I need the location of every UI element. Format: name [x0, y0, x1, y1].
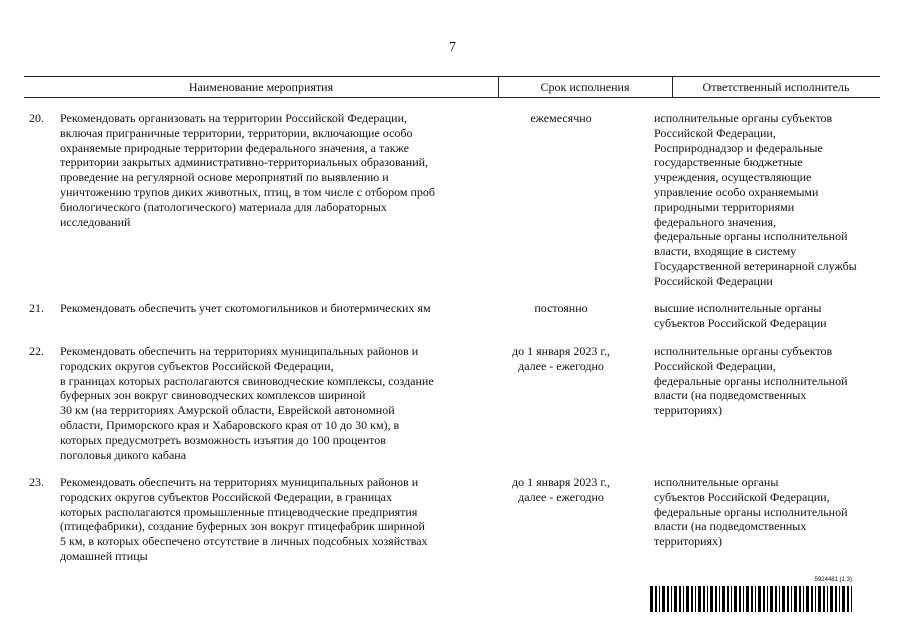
barcode-bar: [775, 586, 777, 612]
barcode-bar: [710, 586, 713, 612]
row-responsible: исполнительные органы субъектов Российской Федерации, федеральные органы исполнительной власти (на подведомственных территориях): [654, 475, 848, 549]
barcode-bar: [827, 586, 828, 612]
barcode-bar: [847, 586, 849, 612]
barcode-bar: [659, 586, 660, 612]
barcode-bar: [703, 586, 705, 612]
barcode-bar: [842, 586, 845, 612]
row-responsible: исполнительные органы субъектов Российской Федерации, федеральные органы исполнительной власти (на подведомственных территориях): [654, 344, 848, 418]
barcode-bar: [746, 586, 749, 612]
row-number: 22.: [29, 344, 44, 358]
barcode-bar: [731, 586, 732, 612]
barcode-bar: [686, 586, 689, 612]
header-measure: Наименование мероприятия: [188, 80, 334, 94]
barcode-bar: [727, 586, 729, 612]
table-header: [24, 76, 880, 98]
barcode-bar: [794, 586, 797, 612]
barcode-bar: [835, 586, 837, 612]
barcode-bar: [787, 586, 789, 612]
page-number: 7: [449, 40, 456, 55]
barcode-bar: [770, 586, 773, 612]
barcode-bar: [707, 586, 708, 612]
barcode-bar: [779, 586, 780, 612]
barcode-bar: [818, 586, 821, 612]
barcode-bar: [667, 586, 669, 612]
barcode-label: 5924481 (1.3): [814, 577, 852, 583]
barcode-bar: [743, 586, 744, 612]
barcode-bar: [806, 586, 809, 612]
row-number: 23.: [29, 475, 44, 489]
barcode-bar: [734, 586, 737, 612]
barcode-bar: [679, 586, 681, 612]
barcode-bar: [683, 586, 684, 612]
row-term: постоянно: [534, 301, 588, 315]
row-number: 21.: [29, 301, 44, 315]
barcode-bar: [799, 586, 801, 612]
barcode-bar: [830, 586, 833, 612]
barcode-bars: [648, 586, 856, 612]
barcode-bar: [755, 586, 756, 612]
row-term: ежемесячно: [530, 111, 592, 125]
barcode-bar: [751, 586, 753, 612]
row-number: 20.: [29, 111, 44, 125]
row-measure: Рекомендовать организовать на территории Российской Федерации, включая приграничные территории, территории, включающие особо охраняемые природные территории федерального значения, а также территории закрытых административно-территориальных образований, проведение на регулярной основе мероприятий по выявлению и уничтожению трупов диких животных, птиц, в том числе с отбором проб биологического (патологического) материала для лабораторных исследований: [60, 111, 436, 229]
barcode-bar: [815, 586, 816, 612]
barcode-bar: [839, 586, 840, 612]
barcode-bar: [698, 586, 701, 612]
barcode-bar: [767, 586, 768, 612]
barcode-bar: [671, 586, 672, 612]
barcode-bar: [782, 586, 785, 612]
row-measure: Рекомендовать обеспечить на территориях муниципальных районов и городских округов субъектов Российской Федерации, в границах которых располагаются промышленные птицеводческие предприятия (птицефабрики), создание буферных зон вокруг птицефабрик шириной 5 км, в которых обеспечено отсутствие в личных подсобных хозяйствах домашней птицы: [60, 475, 428, 563]
row-term: до 1 января 2023 г., далее - ежегодно: [512, 475, 610, 504]
barcode-bar: [803, 586, 804, 612]
row-measure: Рекомендовать обеспечить на территориях муниципальных районов и городских округов субъектов Российской Федерации, в границах которых располагаются свиноводческие комплексы, создание буферных зон вокруг свиноводческих комплексов шириной 30 км (на территориях Амурской области, Еврейской автономной области, Приморского края и Хабаровского края от 10 до 30 км), в которых предусмотреть возможность изъятия до 100 процентов поголовья дикого кабана: [60, 344, 434, 462]
row-term: до 1 января 2023 г., далее - ежегодно: [512, 344, 610, 373]
row-measure: Рекомендовать обеспечить учет скотомогильников и биотермических ям: [60, 301, 431, 315]
barcode-bar: [851, 586, 852, 612]
barcode-bar: [758, 586, 761, 612]
barcode-bar: [650, 586, 653, 612]
barcode-bar: [763, 586, 765, 612]
header-responsible: Ответственный исполнитель: [702, 80, 850, 94]
barcode-bar: [719, 586, 720, 612]
barcode-bar: [739, 586, 741, 612]
header-term: Срок исполнения: [540, 80, 630, 94]
barcode-bar: [823, 586, 825, 612]
barcode-bar: [811, 586, 813, 612]
barcode-bar: [655, 586, 657, 612]
barcode-bar: [695, 586, 696, 612]
barcode-bar: [722, 586, 725, 612]
barcode: [648, 577, 856, 612]
barcode-bar: [791, 586, 792, 612]
row-responsible: высшие исполнительные органы субъектов Российской Федерации: [654, 301, 827, 330]
row-responsible: исполнительные органы субъектов Российской Федерации, Росприроднадзор и федеральные государственные бюджетные учреждения, осуществляющие управление особо охраняемыми природными территориями федерального значения, федеральные органы исполнительной власти, входящие в систему Государственной ветеринарной службы Российской Федерации: [654, 111, 857, 288]
barcode-bar: [715, 586, 717, 612]
barcode-bar: [674, 586, 677, 612]
barcode-bar: [662, 586, 665, 612]
barcode-bar: [691, 586, 693, 612]
